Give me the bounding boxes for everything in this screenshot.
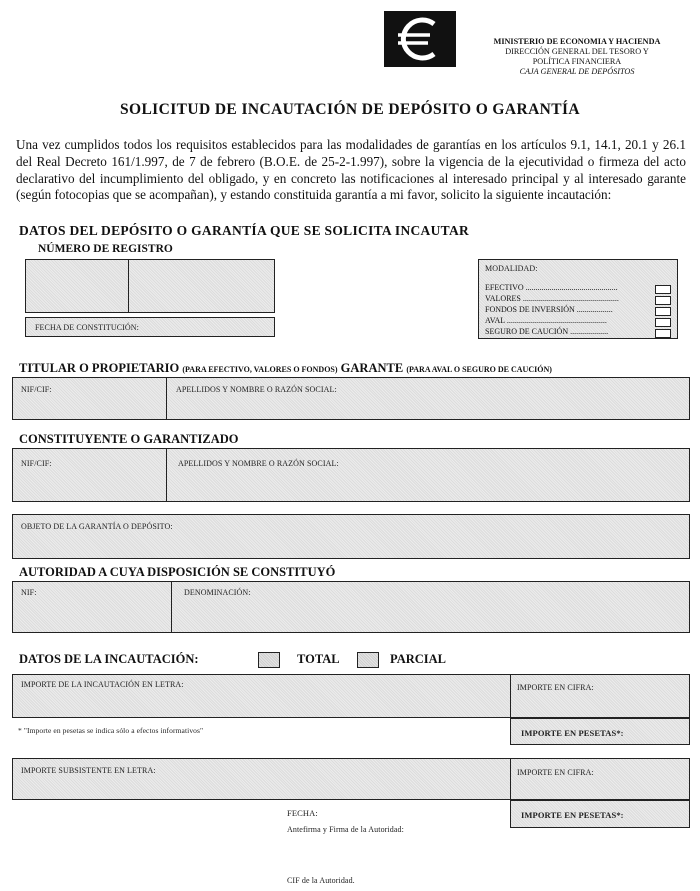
valores-checkbox[interactable] (655, 296, 671, 305)
importe-pesetas-field[interactable] (510, 718, 690, 745)
autoridad-nif-label: NIF: (21, 588, 37, 597)
fondos-checkbox[interactable] (655, 307, 671, 316)
pesetas-note: * "Importe en pesetas se indica sólo a efectos informativos" (18, 726, 204, 735)
euro-logo (384, 11, 456, 67)
modalidad-option-efectivo: EFECTIVO .............................................. (485, 283, 618, 292)
parcial-label: PARCIAL (390, 652, 447, 666)
euro-icon (384, 11, 456, 67)
page-title: SOLICITUD DE INCAUTACIÓN DE DEPÓSITO O GARANTÍA (119, 101, 581, 118)
subsistente-letra-label: IMPORTE SUBSISTENTE EN LETRA: (21, 766, 156, 775)
registro-divider (128, 260, 129, 312)
constituyente-nif-label: NIF/CIF: (21, 459, 52, 468)
constituyente-heading: CONSTITUYENTE O GARANTIZADO (19, 432, 239, 446)
importe-cifra-field[interactable] (510, 674, 690, 718)
subsistente-pesetas-field[interactable] (510, 800, 690, 828)
subsistente-cifra-field[interactable] (510, 758, 690, 800)
titular-nif-label: NIF/CIF: (21, 385, 52, 394)
registro-field[interactable] (25, 259, 275, 313)
subsistente-pesetas-label: IMPORTE EN PESETAS*: (521, 810, 624, 820)
modalidad-label: MODALIDAD: (485, 264, 538, 273)
titular-sub-a: (PARA EFECTIVO, VALORES O FONDOS) (182, 365, 338, 374)
deposit-heading: DATOS DEL DEPÓSITO O GARANTÍA QUE SE SOLICITA INCAUTAR (19, 223, 470, 238)
modalidad-option-aval: AVAL .................................................. (485, 316, 607, 325)
subsistente-cifra-label: IMPORTE EN CIFRA: (517, 768, 594, 777)
titular-nombre-label: APELLIDOS Y NOMBRE O RAZÓN SOCIAL: (176, 385, 337, 394)
objeto-field[interactable] (12, 514, 690, 559)
titular-heading-a: TITULAR O PROPIETARIO (19, 361, 180, 375)
direction-line-1: DIRECCIÓN GENERAL DEL TESORO Y (505, 47, 649, 56)
subsistente-letra-field[interactable] (12, 758, 512, 800)
titular-heading (19, 361, 552, 376)
autoridad-divider (171, 582, 172, 632)
caja-name: CAJA GENERAL DE DEPÓSITOS (519, 67, 635, 76)
importe-letra-field[interactable] (12, 674, 512, 718)
ministry-block (462, 37, 692, 77)
intro-paragraph: Una vez cumplidos todos los requisitos establecidos para las modalidades de garantías en los artículos 9.1, 14.1, 20.1 y 26.1 del Real Decreto 161/1.997, de 7 de febrero (B.O.E. de 25-2-1.997), sobre la vigencia de la ejecutividad o firmeza del acto declarativo del incumplimiento del obligado, y en concreto las notificaciones al interesado principal y al interesado garante (según fotocopias que se acompañan), y estando constituida garantía a mi favor, solicito la siguiente incautación: (16, 137, 686, 203)
modalidad-option-fondos: FONDOS DE INVERSIÓN .................. (485, 305, 613, 314)
constituyente-nombre-label: APELLIDOS Y NOMBRE O RAZÓN SOCIAL: (178, 459, 339, 468)
efectivo-checkbox[interactable] (655, 285, 671, 294)
direction-line-2: POLÍTICA FINANCIERA (532, 57, 622, 66)
objeto-label: OBJETO DE LA GARANTÍA O DEPÓSITO: (21, 522, 173, 531)
constituyente-divider (166, 449, 167, 501)
antefirma-label: Antefirma y Firma de la Autoridad: (287, 825, 404, 834)
importe-letra-label: IMPORTE DE LA INCAUTACIÓN EN LETRA: (21, 680, 184, 689)
cif-autoridad-label: CIF de la Autoridad. (287, 876, 355, 885)
ministry-name: MINISTERIO DE ECONOMIA Y HACIENDA (493, 37, 661, 46)
total-label: TOTAL (297, 652, 340, 666)
aval-checkbox[interactable] (655, 318, 671, 327)
parcial-checkbox[interactable] (357, 652, 379, 668)
incautacion-heading: DATOS DE LA INCAUTACIÓN: (19, 652, 199, 666)
fecha-label: FECHA: (287, 808, 318, 818)
modalidad-option-valores: VALORES ................................................ (485, 294, 619, 303)
titular-heading-b: GARANTE (340, 361, 404, 375)
importe-cifra-label: IMPORTE EN CIFRA: (517, 683, 594, 692)
autoridad-field[interactable] (12, 581, 690, 633)
total-checkbox[interactable] (258, 652, 280, 668)
titular-divider (166, 378, 167, 419)
autoridad-denominacion-label: DENOMINACIÓN: (184, 588, 251, 597)
fecha-constitucion-label: FECHA DE CONSTITUCIÓN: (35, 323, 139, 332)
seguro-checkbox[interactable] (655, 329, 671, 338)
titular-field[interactable] (12, 377, 690, 420)
modalidad-box (478, 259, 678, 339)
titular-sub-b: (PARA AVAL O SEGURO DE CAUCIÓN) (406, 365, 552, 374)
fecha-constitucion-field[interactable] (25, 317, 275, 337)
autoridad-heading: AUTORIDAD A CUYA DISPOSICIÓN SE CONSTITUYÓ (19, 565, 336, 579)
registro-heading: NÚMERO DE REGISTRO (38, 243, 173, 255)
importe-pesetas-label: IMPORTE EN PESETAS*: (521, 728, 624, 738)
constituyente-field[interactable] (12, 448, 690, 502)
modalidad-option-seguro: SEGURO DE CAUCIÓN ................... (485, 327, 609, 336)
